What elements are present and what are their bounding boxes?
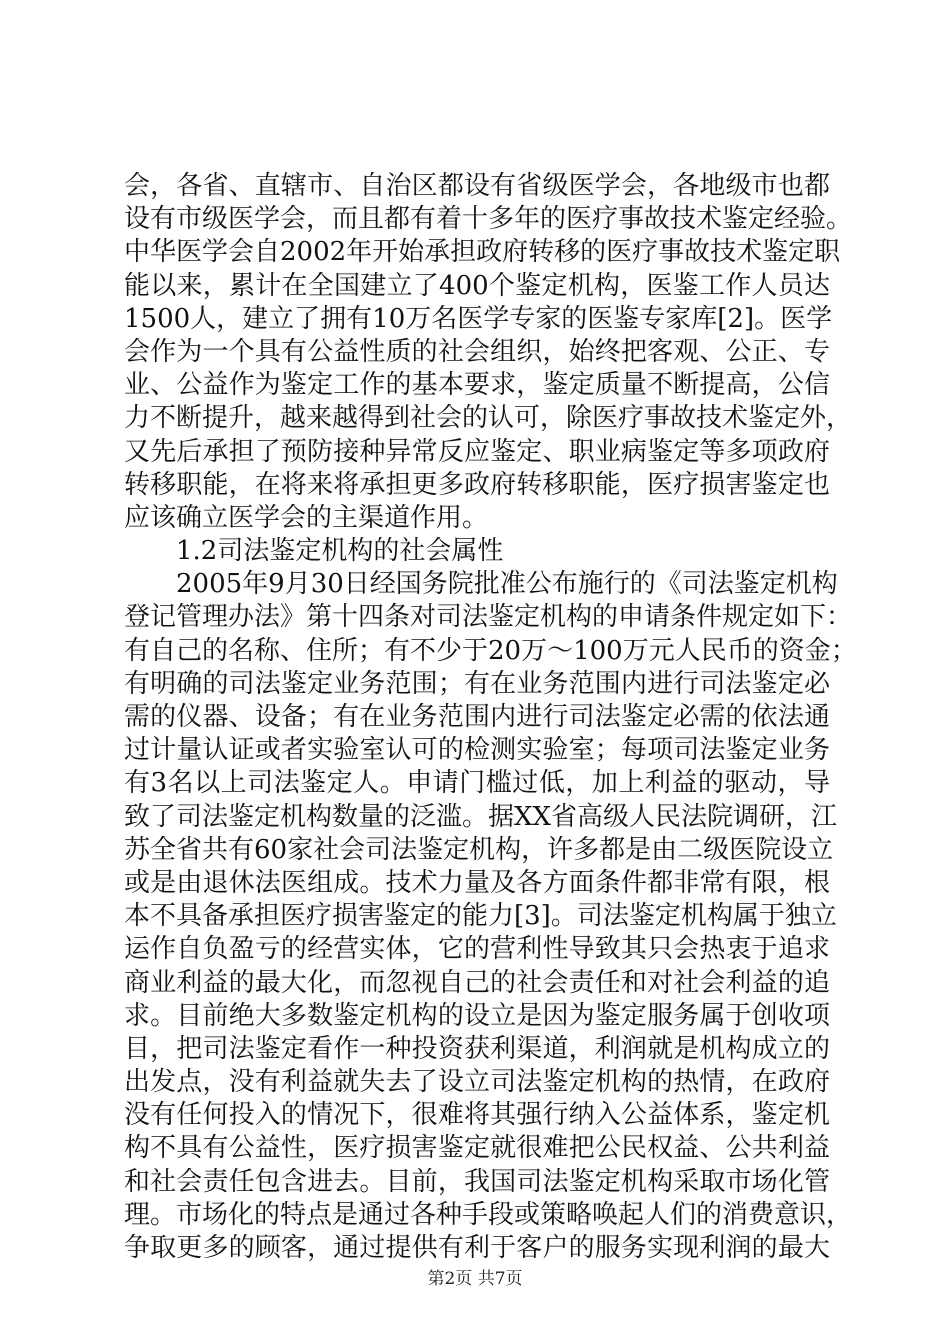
text-line: 有明确的司法鉴定业务范围；有在业务范围内进行司法鉴定必: [124, 668, 830, 699]
text-line: 理。市场化的特点是通过各种手段或策略唤起人们的消费意识，: [124, 1199, 853, 1230]
text-line: 能以来，累计在全国建立了400个鉴定机构，医鉴工作人员达: [124, 270, 830, 301]
text-line: 商业利益的最大化，而忽视自己的社会责任和对社会利益的追: [124, 967, 830, 998]
text-line: 求。目前绝大多数鉴定机构的设立是因为鉴定服务属于创收项: [124, 1000, 830, 1031]
text-line: 业、公益作为鉴定工作的基本要求，鉴定质量不断提高，公信: [124, 370, 830, 401]
text-line: 没有任何投入的情况下，很难将其强行纳入公益体系，鉴定机: [124, 1100, 830, 1131]
text-line: 力不断提升，越来越得到社会的认可，除医疗事故技术鉴定外，: [124, 403, 853, 434]
text-line: 运作自负盈亏的经营实体，它的营利性导致其只会热衷于追求: [124, 934, 830, 965]
text-line: 目，把司法鉴定看作一种投资获利渠道，利润就是机构成立的: [124, 1033, 830, 1064]
text-line: 构不具有公益性，医疗损害鉴定就很难把公民权益、公共利益: [124, 1133, 830, 1164]
text-line: 苏全省共有60家社会司法鉴定机构，许多都是由二级医院设立: [124, 834, 834, 865]
page-footer: 第2页 共7页: [427, 1269, 523, 1289]
text-line: 有3名以上司法鉴定人。申请门槛过低，加上利益的驱动，导: [124, 768, 830, 799]
text-line: 过计量认证或者实验室认可的检测实验室；每项司法鉴定业务: [124, 735, 830, 766]
text-line: 设有市级医学会，而且都有着十多年的医疗事故技术鉴定经验。: [124, 204, 853, 235]
text-line: 应该确立医学会的主渠道作用。: [124, 502, 489, 533]
body-text: [124, 170, 857, 1265]
text-line: 又先后承担了预防接种异常反应鉴定、职业病鉴定等多项政府: [124, 436, 830, 467]
text-line: 会，各省、直辖市、自治区都设有省级医学会，各地级市也都: [124, 171, 830, 201]
text-line: 中华医学会自2002年开始承担政府转移的医疗事故技术鉴定职: [124, 237, 841, 268]
text-line: 出发点，没有利益就失去了设立司法鉴定机构的热情，在政府: [124, 1067, 830, 1098]
text-line: 2005年9月30日经国务院批准公布施行的《司法鉴定机构: [176, 569, 838, 600]
text-line: 登记管理办法》第十四条对司法鉴定机构的申请条件规定如下：: [124, 602, 853, 633]
text-line: 本不具备承担医疗损害鉴定的能力[3]。司法鉴定机构属于独立: [124, 901, 837, 932]
text-line: 会作为一个具有公益性质的社会组织，始终把客观、公正、专: [124, 336, 830, 367]
text-line: 争取更多的顾客，通过提供有利于客户的服务实现利润的最大: [124, 1233, 830, 1263]
text-line: 1500人，建立了拥有10万名医学专家的医鉴专家库[2]。医学: [124, 303, 833, 334]
text-line: 和社会责任包含进去。目前，我国司法鉴定机构采取市场化管: [124, 1166, 830, 1197]
section-heading: 1.2司法鉴定机构的社会属性: [176, 536, 504, 567]
text-line: 有自己的名称、住所；有不少于20万～100万元人民币的资金；: [124, 635, 857, 666]
text-line: 需的仪器、设备；有在业务范围内进行司法鉴定必需的依法通: [124, 702, 830, 732]
text-line: 致了司法鉴定机构数量的泛滥。据XX省高级人民法院调研，江: [124, 801, 838, 832]
text-line: 转移职能，在将来将承担更多政府转移职能，医疗损害鉴定也: [124, 469, 830, 500]
text-line: 或是由退休法医组成。技术力量及各方面条件都非常有限，根: [124, 867, 830, 898]
